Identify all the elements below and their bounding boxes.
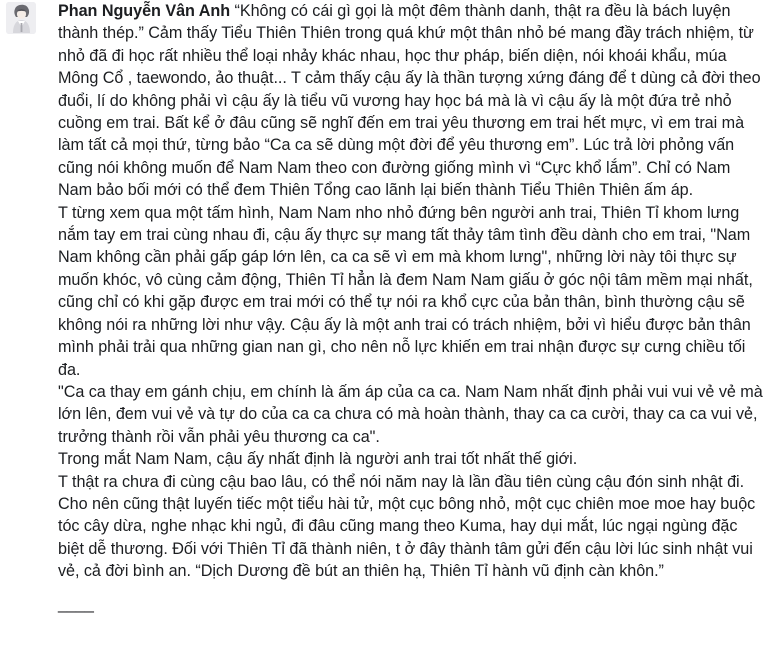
comment-body — [58, 0, 764, 615]
comment-paragraph-2: T từng xem qua một tấm hình, Nam Nam nho nhỏ đứng bên người anh trai, Thiên Tỉ khom lưng nắm tay em trai cùng nhau đi, cậu ấy thực sự mang tất thảy tâm tình đều dành cho em trai, "Nam Nam không cần phải gấp gáp lớn lên, ca ca sẽ vì em mà khom lưng", những lời này tôi thực sự muốn khóc, vô cùng cảm động, Thiên Tỉ hẳn là đem Nam Nam giấu ở góc nội tâm mềm mại nhất, cũng chỉ có khi gặp được em trai mới có thể tự nói ra khổ cực của bản thân, bình thường cậu sẽ không nói ra những lời như vậy. Cậu ấy là một anh trai có trách nhiệm, bởi vì hiểu được bản thân mình phải trải qua những gian nan gì, cho nên nỗ lực khiến em trai nhận được sự cưng chiều tối đa. — [58, 203, 753, 379]
comment-text: “Không có cái gì gọi là một đêm thành danh, thật ra đều là bách luyện thành thép.” Cảm thấy Tiểu Thiên Thiên trong quá khứ một thân nhỏ bé mang đầy trách nhiệm, từ nhỏ đã đi học rất nhiều thể loại nhảy khác nhau, học thư pháp, biến diện, nói khoái khẩu, múa Mông Cổ , taewondo, ảo thuật... T cảm thấy cậu ấy là thần tượng xứng đáng để t dùng cả đời theo đuổi, lí do không phải vì cậu ấy là tiểu vũ vương hay học bá mà là vì cậu ấy là một đứa trẻ nhỏ cuồng em trai. Bất kể ở đâu cũng sẽ nghĩ đến em trai yêu thương em trai hết mực, vì em trai mà làm tất cả mọi thứ, từng bảo “Ca ca sẽ dùng một đời để yêu thương em”. Lúc trả lời phỏng vấn cũng nói không muốn để Nam Nam theo con đường giống mình vì “Cực khổ lắm”. Chỉ có Nam Nam bảo bối mới có thể đem Thiên Tổng cao lãnh lại biến thành Tiểu Thiên Thiên ấm áp. — [58, 2, 761, 200]
author-name[interactable]: Phan Nguyễn Vân Anh — [58, 2, 231, 20]
comment-paragraph-5: T thật ra chưa đi cùng cậu bao lâu, có thể nói năm nay là lần đầu tiên cùng cậu đón sinh nhật đi. Cho nên cũng thật luyến tiếc một tiểu hài tử, một cục bông nhỏ, một cục chiên moe moe hay buộc tóc cây dừa, nghe nhạc khi ngủ, đi đâu cũng mang theo Kuma, hay dụi mắt, lúc ngại ngùng đặc biệt dễ thương. Đối với Thiên Tỉ đã thành niên, t ở đây thành tâm gửi đến cậu lời lúc sinh nhật vui vẻ, cả đời bình an. “Dịch Dương đề bút an thiên hạ, Thiên Tỉ hành vũ định càn khôn.” — [58, 472, 756, 581]
avatar[interactable] — [6, 2, 36, 34]
comment-paragraph-3: "Ca ca thay em gánh chịu, em chính là ấm áp của ca ca. Nam Nam nhất định phải vui vui vẻ vẻ mà lớn lên, đem vui vẻ và tự do của ca ca chưa có mà hoàn thành, thay ca ca cười, thay ca ca vui vẻ, trưởng thành rồi vẫn phải yêu thương ca ca". — [58, 382, 763, 446]
signature-line: ____ — [58, 594, 94, 613]
comment-paragraph-1 — [58, 0, 764, 202]
comment-paragraph-4: Trong mắt Nam Nam, cậu ấy nhất định là người anh trai tốt nhất thế giới. — [58, 450, 578, 469]
avatar-icon — [6, 2, 36, 34]
